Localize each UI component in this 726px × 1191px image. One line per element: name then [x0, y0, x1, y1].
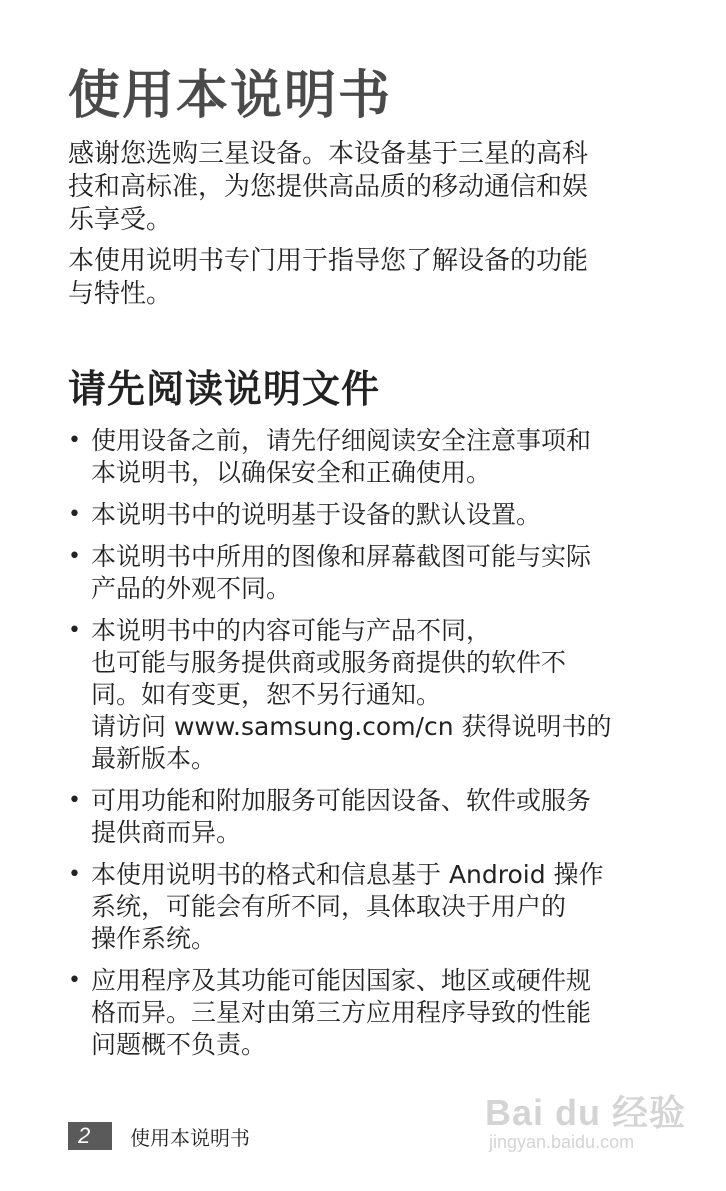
text-line: 感谢您选购三星设备。本设备基于三星的高科: [68, 139, 589, 169]
text-line: 本说明书中所用的图像和屏幕截图可能与实际: [91, 542, 592, 571]
text-line: 本使用说明书专门用于指导您了解设备的功能: [68, 246, 589, 276]
bullet-item: [68, 615, 658, 775]
text-line: 乐享受。: [68, 205, 173, 235]
page-number: 2: [68, 1122, 112, 1150]
bullet-icon: •: [68, 862, 81, 887]
text-line: 可用功能和附加服务可能因设备、软件或服务: [91, 786, 592, 815]
text-line: 本使用说明书的格式和信息基于 Android 操作: [91, 860, 604, 889]
text-line: 同。如有变更，恕不另行通知。: [91, 680, 442, 709]
bullet-icon: •: [68, 788, 81, 813]
text-line: 也可能与服务提供商或服务商提供的软件不: [91, 648, 567, 677]
text-line: 问题概不负责。: [91, 1030, 267, 1059]
text-line: 本说明书中的内容可能与产品不同，: [91, 616, 492, 645]
bullet-icon: •: [68, 968, 81, 993]
footer-label: 使用本说明书: [130, 1125, 250, 1150]
text-line: 操作系统。: [91, 924, 217, 953]
intro-paragraph-2: [68, 245, 658, 311]
text-line: 与特性。: [68, 279, 173, 309]
baidu-watermark: [485, 1085, 686, 1153]
bullet-icon: •: [68, 428, 81, 453]
text-line: 提供商而异。: [91, 818, 242, 847]
text-line: 请访问 www.samsung.com/cn 获得说明书的: [91, 712, 612, 741]
bullet-icon: •: [68, 502, 81, 527]
intro-paragraph-1: [68, 138, 658, 237]
page-content: [68, 58, 658, 1071]
bullet-item: [68, 859, 658, 955]
bullet-icon: •: [68, 618, 81, 643]
text-line: 最新版本。: [91, 744, 217, 773]
bullet-item: [68, 785, 658, 849]
bullet-item: [68, 541, 658, 605]
text-line: 系统，可能会有所不同，具体取决于用户的: [91, 892, 567, 921]
bullet-item: [68, 965, 658, 1061]
baidu-logo: Bai du 经验: [484, 1092, 686, 1133]
bullet-icon: •: [68, 544, 81, 569]
text-line: 本说明书，以确保安全和正确使用。: [91, 458, 492, 487]
watermark-url: jingyan.baidu.com: [488, 1132, 635, 1152]
text-line: 产品的外观不同。: [91, 574, 292, 603]
section-title: 请先阅读说明文件: [68, 367, 381, 411]
text-line: 技和高标准，为您提供高品质的移动通信和娱: [68, 172, 589, 202]
bullet-list: [68, 425, 658, 1061]
bullet-item: [68, 425, 658, 489]
text-line: 使用设备之前，请先仔细阅读安全注意事项和: [91, 426, 592, 455]
text-line: 本说明书中的说明基于设备的默认设置。: [91, 500, 542, 529]
text-line: 应用程序及其功能可能因国家、地区或硬件规: [91, 966, 592, 995]
page-footer: [68, 1121, 250, 1151]
text-line: 格而异。三星对由第三方应用程序导致的性能: [91, 998, 592, 1027]
bullet-item: [68, 499, 658, 531]
page-title: 使用本说明书: [68, 66, 393, 126]
